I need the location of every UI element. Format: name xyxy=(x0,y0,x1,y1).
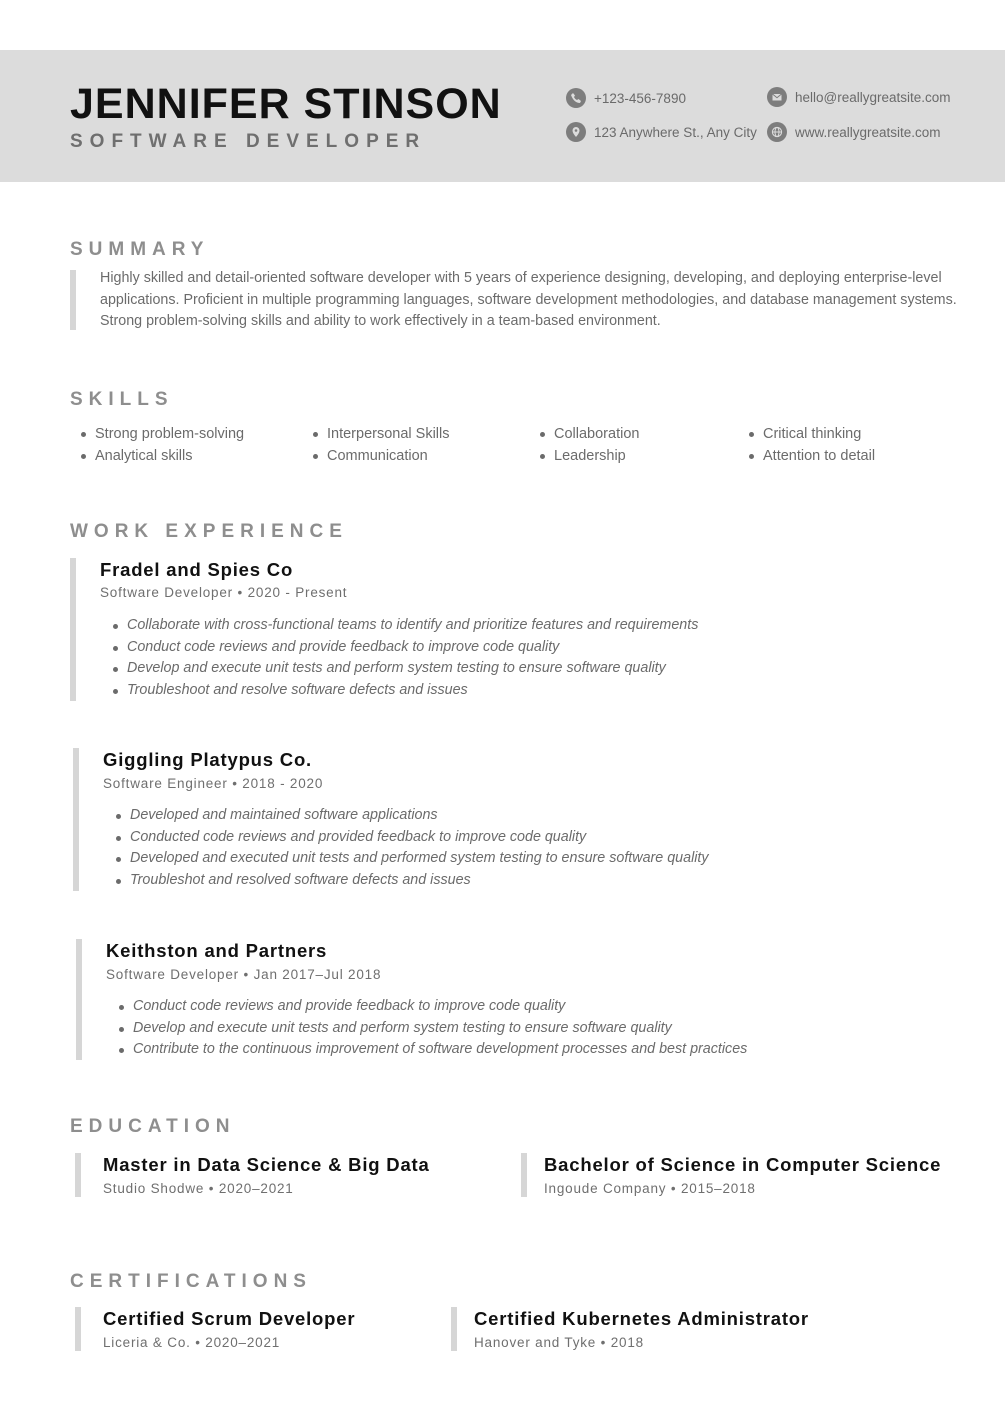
skill-item: Communication xyxy=(307,445,450,467)
skill-item: Interpersonal Skills xyxy=(307,423,450,445)
task-item: Developed and maintained software applications xyxy=(107,805,709,827)
education-2-degree: Bachelor of Science in Computer Science xyxy=(544,1154,942,1175)
education-1-bar xyxy=(75,1153,81,1197)
skills-column-2 xyxy=(307,423,450,467)
certifications-heading: CERTIFICATIONS xyxy=(70,1271,312,1292)
job-3-bar xyxy=(76,939,82,1060)
skill-item: Attention to detail xyxy=(743,445,875,467)
job-2-meta: Software Engineer • 2018 - 2020 xyxy=(103,776,324,791)
certification-2-meta: Hanover and Tyke • 2018 xyxy=(474,1335,644,1350)
person-name: JENNIFER STINSON xyxy=(70,80,502,128)
certification-1-bar xyxy=(75,1307,81,1351)
summary-heading: SUMMARY xyxy=(70,239,210,260)
contact-website-text[interactable]: www.reallygreatsite.com xyxy=(795,124,941,140)
job-2-company: Giggling Platypus Co. xyxy=(103,749,312,770)
skills-column-1 xyxy=(75,423,244,467)
contact-address xyxy=(566,122,757,142)
task-item: Develop and execute unit tests and perform system testing to ensure software quality xyxy=(110,1018,747,1040)
skill-item: Critical thinking xyxy=(743,423,875,445)
contact-website xyxy=(767,122,941,142)
education-2-bar xyxy=(521,1153,527,1197)
skill-item: Collaboration xyxy=(534,423,639,445)
task-item: Developed and executed unit tests and performed system testing to ensure software quality xyxy=(107,848,709,870)
education-1-degree: Master in Data Science & Big Data xyxy=(103,1154,430,1175)
summary-text: Highly skilled and detail-oriented software developer with 5 years of experience designing, developing, and deploying enterprise-level applications. Proficient in multiple programming languages, software development methodologies, and database management systems. Strong problem-solving skills and ability to work effectively in a team-based environment. xyxy=(100,270,957,330)
task-item: Troubleshoot and resolve software defects and issues xyxy=(104,680,698,702)
globe-icon xyxy=(767,122,787,142)
task-item: Contribute to the continuous improvement of software development processes and best practices xyxy=(110,1039,747,1061)
skills-column-4 xyxy=(743,423,875,467)
task-item: Conduct code reviews and provide feedback to improve code quality xyxy=(104,637,698,659)
job-2-tasks xyxy=(107,805,709,892)
certification-1-meta: Liceria & Co. • 2020–2021 xyxy=(103,1335,281,1350)
experience-heading: WORK EXPERIENCE xyxy=(70,521,348,542)
summary-bar xyxy=(70,270,76,330)
skill-item: Analytical skills xyxy=(75,445,244,467)
education-2-meta: Ingoude Company • 2015–2018 xyxy=(544,1181,756,1196)
person-title: SOFTWARE DEVELOPER xyxy=(70,131,427,152)
job-1-bar xyxy=(70,558,76,701)
job-3-company: Keithston and Partners xyxy=(106,940,328,961)
email-icon xyxy=(767,87,787,107)
skill-item: Strong problem-solving xyxy=(75,423,244,445)
certification-1-title: Certified Scrum Developer xyxy=(103,1308,356,1329)
task-item: Conduct code reviews and provide feedback to improve code quality xyxy=(110,996,747,1018)
contact-address-text: 123 Anywhere St., Any City xyxy=(594,124,757,140)
education-1-meta: Studio Shodwe • 2020–2021 xyxy=(103,1181,294,1196)
job-3-tasks xyxy=(110,996,747,1061)
job-3-meta: Software Developer • Jan 2017–Jul 2018 xyxy=(106,967,382,982)
contact-phone xyxy=(566,88,686,108)
certification-2-bar xyxy=(451,1307,457,1351)
skills-column-3 xyxy=(534,423,639,467)
job-2-bar xyxy=(73,748,79,891)
education-heading: EDUCATION xyxy=(70,1116,236,1137)
task-item: Collaborate with cross-functional teams to identify and prioritize features and requirements xyxy=(104,615,698,637)
task-item: Troubleshot and resolved software defects and issues xyxy=(107,870,709,892)
task-item: Conducted code reviews and provided feedback to improve code quality xyxy=(107,827,709,849)
skills-heading: SKILLS xyxy=(70,389,174,410)
location-icon xyxy=(566,122,586,142)
job-1-meta: Software Developer • 2020 - Present xyxy=(100,585,348,600)
contact-email xyxy=(767,87,951,107)
contact-phone-text: +123-456-7890 xyxy=(594,90,686,106)
contact-email-text[interactable]: hello@reallygreatsite.com xyxy=(795,89,951,105)
skill-item: Leadership xyxy=(534,445,639,467)
phone-icon xyxy=(566,88,586,108)
job-1-tasks xyxy=(104,615,698,702)
task-item: Develop and execute unit tests and perform system testing to ensure software quality xyxy=(104,658,698,680)
certification-2-title: Certified Kubernetes Administrator xyxy=(474,1308,809,1329)
job-1-company: Fradel and Spies Co xyxy=(100,559,294,580)
